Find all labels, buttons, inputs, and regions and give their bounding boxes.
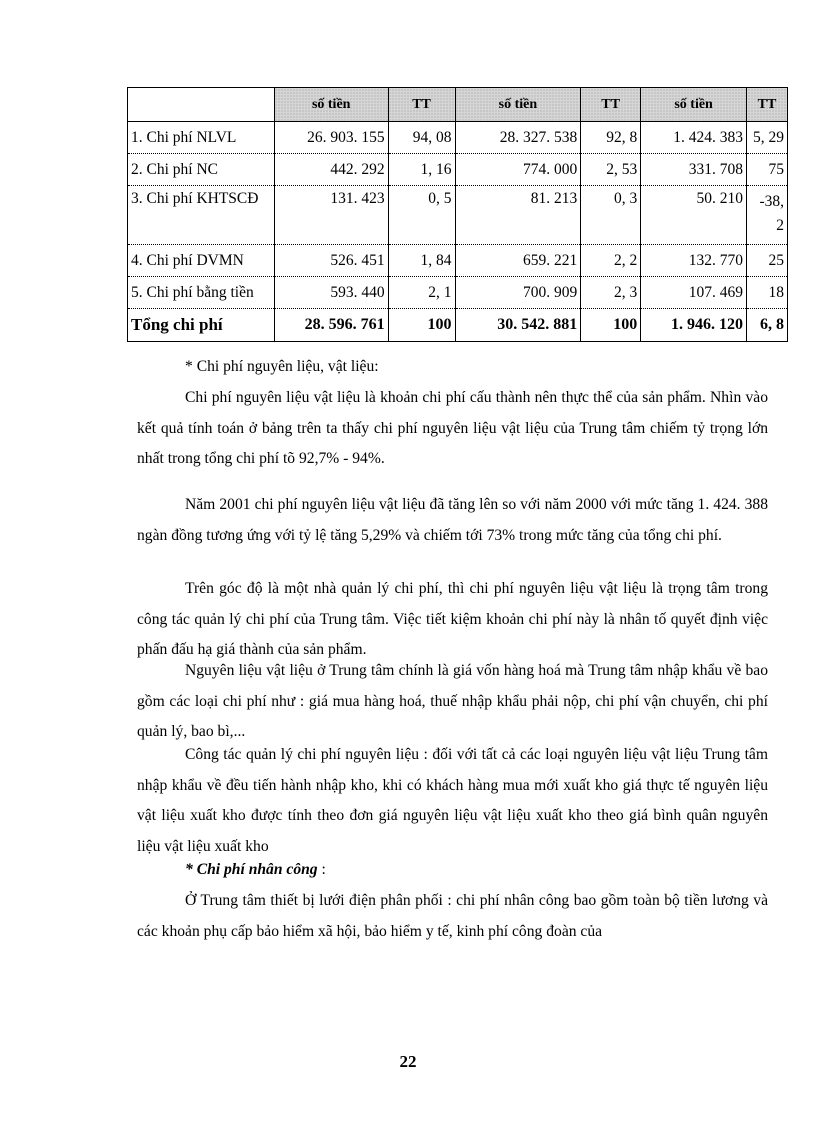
table-cell: 50. 210 [641, 186, 747, 245]
table-cell: 28. 596. 761 [274, 309, 388, 342]
table-header-row [128, 88, 788, 122]
body-paragraph: Công tác quản lý chi phí nguyên liệu : đối với tất cả các loại nguyên liệu vật liệu Trung tâm nhập khẩu về đều tiến hành nhập kho, khi có khách hàng mua mới xuất kho giá thực tế nguyên liệu vật liệu xuất kho được tính theo đơn giá nguyên liệu vật liệu xuất kho theo giá bình quân nguyên liệu vật liệu xuất kho [137, 746, 768, 855]
table-cell: -38, 2 [747, 186, 788, 245]
table-row [128, 245, 788, 277]
section-heading-labor-suffix: : [317, 861, 326, 878]
header-cell: TT [747, 88, 788, 122]
body-paragraph: Năm 2001 chi phí nguyên liệu vật liệu đã tăng lên so với năm 2000 với mức tăng 1. 424. 388 ngàn đồng tương ứng với tỷ lệ tăng 5,29% và chiếm tới 73% trong mức tăng của tổng chi phí. [137, 496, 768, 544]
total-label: Tổng chi phí [128, 309, 275, 342]
body-paragraph: Nguyên liệu vật liệu ở Trung tâm chính là giá vốn hàng hoá mà Trung tâm nhập khẩu về bao gồm các loại chi phí như : giá mua hàng hoá, thuế nhập khẩu phải nộp, chi phí vận chuyển, chi phí quản lý, bao bì,... [137, 662, 768, 740]
table-cell: 5, 29 [747, 122, 788, 154]
table-cell: 774. 000 [455, 154, 581, 186]
table-cell: 2, 53 [581, 154, 641, 186]
table-cell: 75 [747, 154, 788, 186]
header-cell: TT [388, 88, 455, 122]
table-total-row [128, 309, 788, 342]
table-cell: 30. 542. 881 [455, 309, 581, 342]
section-heading-labor [185, 855, 768, 886]
row-label: 5. Chi phí bằng tiền [128, 277, 275, 309]
body-paragraph: Ở Trung tâm thiết bị lưới điện phân phối : chi phí nhân công bao gồm toàn bộ tiền lương và các khoản phụ cấp bảo hiểm xã hội, bảo hiểm y tế, kinh phí công đoàn của [137, 892, 768, 940]
table-cell: 0, 3 [581, 186, 641, 245]
table-cell: 100 [581, 309, 641, 342]
table-cell: 1, 16 [388, 154, 455, 186]
table-cell: 94, 08 [388, 122, 455, 154]
table-cell: 526. 451 [274, 245, 388, 277]
table-cell: 1. 424. 383 [641, 122, 747, 154]
table-cell: 132. 770 [641, 245, 747, 277]
table-cell: 0, 5 [388, 186, 455, 245]
table-cell: 100 [388, 309, 455, 342]
table-cell: 442. 292 [274, 154, 388, 186]
table-row [128, 186, 788, 245]
table-cell: 700. 909 [455, 277, 581, 309]
table-cell: 92, 8 [581, 122, 641, 154]
section-heading-materials: * Chi phí nguyên liệu, vật liệu: [185, 358, 379, 375]
row-label: 4. Chi phí DVMN [128, 245, 275, 277]
table-cell: 131. 423 [274, 186, 388, 245]
table-cell: 593. 440 [274, 277, 388, 309]
header-cell: số tiền [455, 88, 581, 122]
table-row [128, 122, 788, 154]
table-cell: 26. 903. 155 [274, 122, 388, 154]
header-cell: số tiền [274, 88, 388, 122]
header-cell: số tiền [641, 88, 747, 122]
section-heading-labor-title: * Chi phí nhân công [185, 861, 318, 878]
row-label: 2. Chi phí NC [128, 154, 275, 186]
table-row [128, 277, 788, 309]
table-cell: 25 [747, 245, 788, 277]
table-cell: 659. 221 [455, 245, 581, 277]
table-cell: 2, 2 [581, 245, 641, 277]
table-row [128, 154, 788, 186]
cost-table [127, 87, 788, 342]
header-cell: TT [581, 88, 641, 122]
table-cell: 1, 84 [388, 245, 455, 277]
table-cell: 1. 946. 120 [641, 309, 747, 342]
row-label: 3. Chi phí KHTSCĐ [128, 186, 275, 245]
table-cell: 2, 1 [388, 277, 455, 309]
row-label: 1. Chi phí NLVL [128, 122, 275, 154]
body-paragraph: Trên góc độ là một nhà quản lý chi phí, thì chi phí nguyên liệu vật liệu là trọng tâm trong công tác quản lý chi phí của Trung tâm. Việc tiết kiệm khoản chi phí này là nhân tố quyết định việc phấn đấu hạ giá thành của sản phẩm. [137, 580, 768, 658]
table-cell: 18 [747, 277, 788, 309]
body-paragraph: Chi phí nguyên liệu vật liệu là khoản chi phí cấu thành nên thực thể của sản phẩm. Nhìn vào kết quả tính toán ở bảng trên ta thấy chi phí nguyên liệu vật liệu của Trung tâm chiếm tỷ trọng lớn nhất trong tổng chi phí tõ 92,7% - 94%. [137, 389, 768, 467]
table-cell: 28. 327. 538 [455, 122, 581, 154]
table-cell: 2, 3 [581, 277, 641, 309]
page-number: 22 [399, 1052, 417, 1071]
table-cell: 331. 708 [641, 154, 747, 186]
table-cell: 107. 469 [641, 277, 747, 309]
table-cell: 6, 8 [747, 309, 788, 342]
table-cell: 81. 213 [455, 186, 581, 245]
header-cell [128, 88, 275, 122]
